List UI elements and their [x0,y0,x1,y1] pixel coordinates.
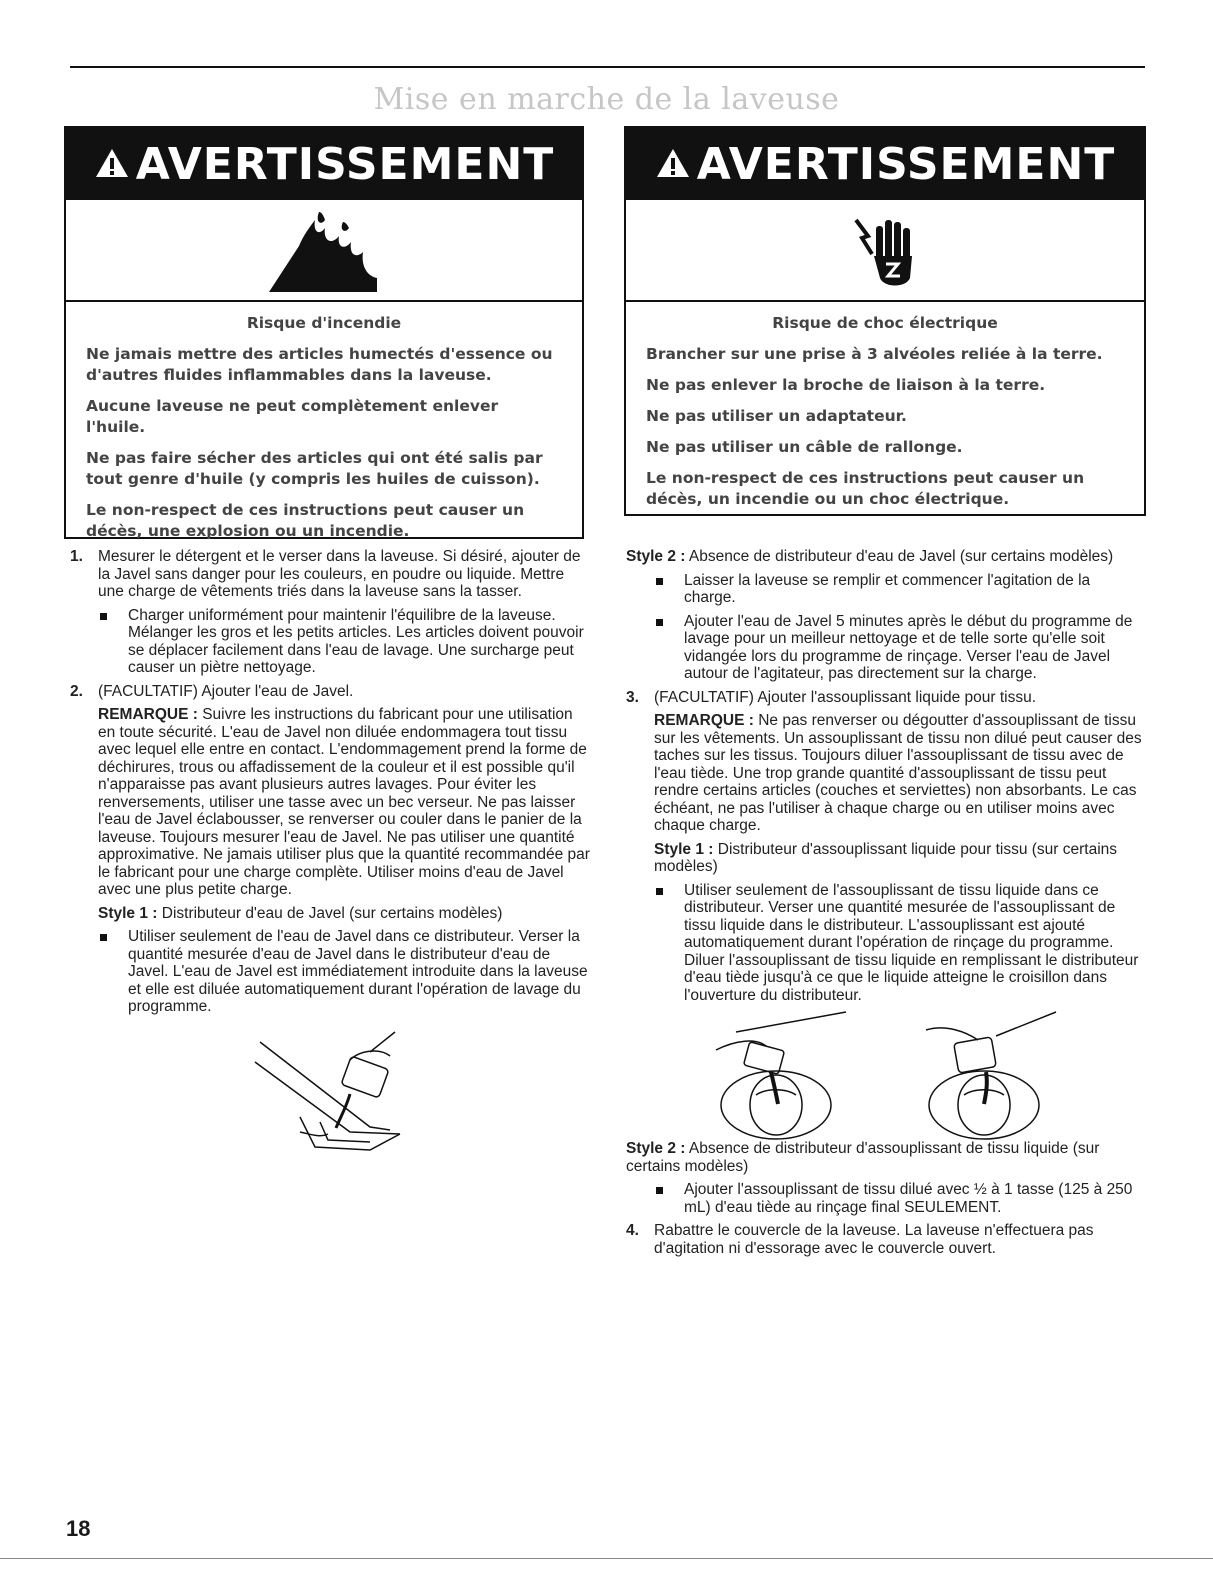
warning-heading: AVERTISSEMENT [135,138,555,190]
page-number: 18 [66,1516,91,1541]
style-label: Style 1 : [98,904,158,922]
warning-header [66,128,582,200]
style-text: Absence de distributeur d'assouplissant de tissu liquide (sur certains modèles) [626,1140,1100,1175]
bullet-text: Ajouter l'assouplissant de tissu dilué avec ½ à 1 tasse (125 à 250 mL) d'eau tiède au rinçage final SEULEMENT. [684,1181,1133,1216]
step-text: (FACULTATIF) Ajouter l'assouplissant liquide pour tissu. [654,688,1036,706]
note-paragraph [98,706,590,899]
bullet-square-icon [656,578,663,585]
bullet-item [626,1181,1146,1216]
bleach-dispenser-illustration [70,1022,590,1152]
note-text: Ne pas renverser ou dégoutter d'assouplissant de tissu sur les vêtements. Un assouplissant de tissu non dilué peut causer des taches sur les tissus. Toujours diluer l'assouplissant de tissu avec de l'eau tiède. Une trop grande quantité d'assouplissant de tissu peut rendre certains articles (couches et serviettes) non absorbants. Le cas échéant, ne pas l'utiliser à chaque charge ou en utiliser moins avec chaque charge. [654,712,1142,834]
warning-line: Ne pas utiliser un câble de rallonge. [646,438,963,456]
note-text: Suivre les instructions du fabricant pour une utilisation en toute sécurité. L'eau de Javel non diluée endommagera tout tissu avec lequel elle entre en contact. L'endommagement prend la forme de déchirures, trous ou affadissement de la couleur et il est possible qu'il n'apparaisse pas avant plusieurs autres lavages. Pour éviter les renversements, utiliser une tasse avec un bec verseur. Ne pas laisser l'eau de Javel éclabousser, se renverser ou couler dans le panier de la laveuse. Toujours mesurer l'eau de Javel. Ne pas utiliser une quantité approximative. Ne jamais utiliser plus que la quantité recommandée par le fabricant pour une charge complète. Utiliser moins d'eau de Javel avec une plus petite charge. [98,706,590,898]
warning-body [66,302,582,542]
warning-line: Le non-respect de ces instructions peut causer un décès, un incendie ou un choc électrique. [646,469,1085,508]
bullet-square-icon [656,888,663,895]
warning-line: Ne jamais mettre des articles humectés d'essence ou d'autres fluides inflammables dans la laveuse. [86,345,553,384]
style-1-heading [98,905,590,923]
bullet-item [70,607,590,677]
warning-line: Ne pas faire sécher des articles qui ont été salis par tout genre d'huile (y compris les huiles de cuisson). [86,449,543,488]
step-number: 2. [70,682,83,700]
step-2 [70,683,590,701]
right-column [626,548,1146,1263]
style-label: Style 2 : [626,1140,686,1157]
bullet-item [70,928,590,1016]
bullet-square-icon [656,619,663,626]
step-number: 1. [70,548,83,565]
warning-triangle-icon [655,139,691,190]
warning-subtitle: Risque d'incendie [246,314,402,332]
fire-pictogram [66,200,582,302]
top-rule [70,66,1145,68]
step-text: Rabattre le couvercle de la laveuse. La laveuse n'effectuera pas d'agitation ni d'essorage avec le couvercle ouvert. [654,1222,1094,1257]
bullet-text: Laisser la laveuse se remplir et commencer l'agitation de la charge. [684,571,1091,606]
style-label: Style 2 : [626,548,686,565]
fire-warning-box [64,126,584,539]
step-text: Mesurer le détergent et le verser dans la laveuse. Si désiré, ajouter de la Javel sans danger pour les couleurs, en poudre ou liquide. Mettre une charge de vêtements triés dans la laveuse sans la tasser. [98,548,581,600]
bottom-rule [0,1558,1213,1559]
fire-hazard-icon [259,206,389,294]
left-column [70,548,590,1152]
note-paragraph [654,712,1146,835]
bullet-square-icon [100,934,107,941]
note-label: REMARQUE : [654,712,754,729]
step-number: 4. [626,1222,639,1239]
bullet-item [626,572,1146,607]
bullet-item [626,882,1146,1005]
warning-body [626,302,1144,510]
bullet-text: Ajouter l'eau de Javel 5 minutes après le début du programme de lavage pour un meilleur nettoyage et de telle sorte qu'elle soit vidangée lors du programme de rinçage. Verser l'eau de Javel autour de l'agitateur, pas directement sur la charge. [684,612,1133,682]
softener-dispenser-illustrations [626,1010,1146,1140]
warning-line: Ne pas enlever la broche de liaison à la terre. [646,376,1046,394]
warning-subtitle: Risque de choc électrique [772,314,998,332]
warning-header [626,128,1144,200]
bullet-text: Utiliser seulement de l'eau de Javel dans ce distributeur. Verser la quantité mesurée d'eau de Javel dans le distributeur d'eau de Javel. L'eau de Javel est immédiatement introduite dans la laveuse et elle est diluée automatiquement durant l'opération de lavage du programme. [128,928,588,1015]
page-title: Mise en marche de la laveuse [373,82,840,117]
warning-line: Brancher sur une prise à 3 alvéoles reliée à la terre. [646,345,1103,363]
style-text: Distributeur d'eau de Javel (sur certains modèles) [157,904,503,922]
style-2-heading [626,548,1146,566]
style-text: Distributeur d'assouplissant liquide pour tissu (sur certains modèles) [654,840,1118,875]
bullet-text: Utiliser seulement de l'assouplissant de tissu liquide dans ce distributeur. Verser une quantité mesurée de l'assouplissant de tissu liquide dans le distributeur. L'assouplissant est ajouté automatiquement durant l'opération de rinçage du programme. Diluer l'assouplissant de tissu liquide en remplissant le distributeur d'eau tiède jusqu'à ce que le liquide atteigne le croisillon dans l'ouverture du distributeur. [684,881,1139,1004]
step-1 [70,548,590,601]
warning-line: Le non-respect de ces instructions peut causer un décès, une explosion ou un incendie. [86,501,525,540]
warning-heading: AVERTISSEMENT [696,138,1116,190]
softener-style-2-heading [626,1140,1146,1175]
bullet-item [626,613,1146,683]
bullet-square-icon [100,613,107,620]
electric-warning-box [624,126,1146,516]
step-3 [626,689,1146,707]
warning-line: Ne pas utiliser un adaptateur. [646,407,907,425]
electric-pictogram [626,200,1144,302]
electric-shock-icon [850,206,920,294]
note-label: REMARQUE : [98,706,198,723]
step-4 [626,1222,1146,1257]
bullet-square-icon [656,1187,663,1194]
style-label: Style 1 : [654,840,714,858]
bullet-text: Charger uniformément pour maintenir l'équilibre de la laveuse. Mélanger les gros et les petits articles. Les articles doivent pouvoir se déplacer facilement dans l'eau de lavage. Une surcharge peut causer un piètre nettoyage. [128,606,584,676]
softener-style-1-heading [654,841,1146,876]
step-text: (FACULTATIF) Ajouter l'eau de Javel. [98,682,354,700]
style-text: Absence de distributeur d'eau de Javel (sur certains modèles) [685,548,1114,565]
step-number: 3. [626,688,639,706]
warning-triangle-icon [94,139,130,190]
warning-line: Aucune laveuse ne peut complètement enlever l'huile. [86,397,499,436]
